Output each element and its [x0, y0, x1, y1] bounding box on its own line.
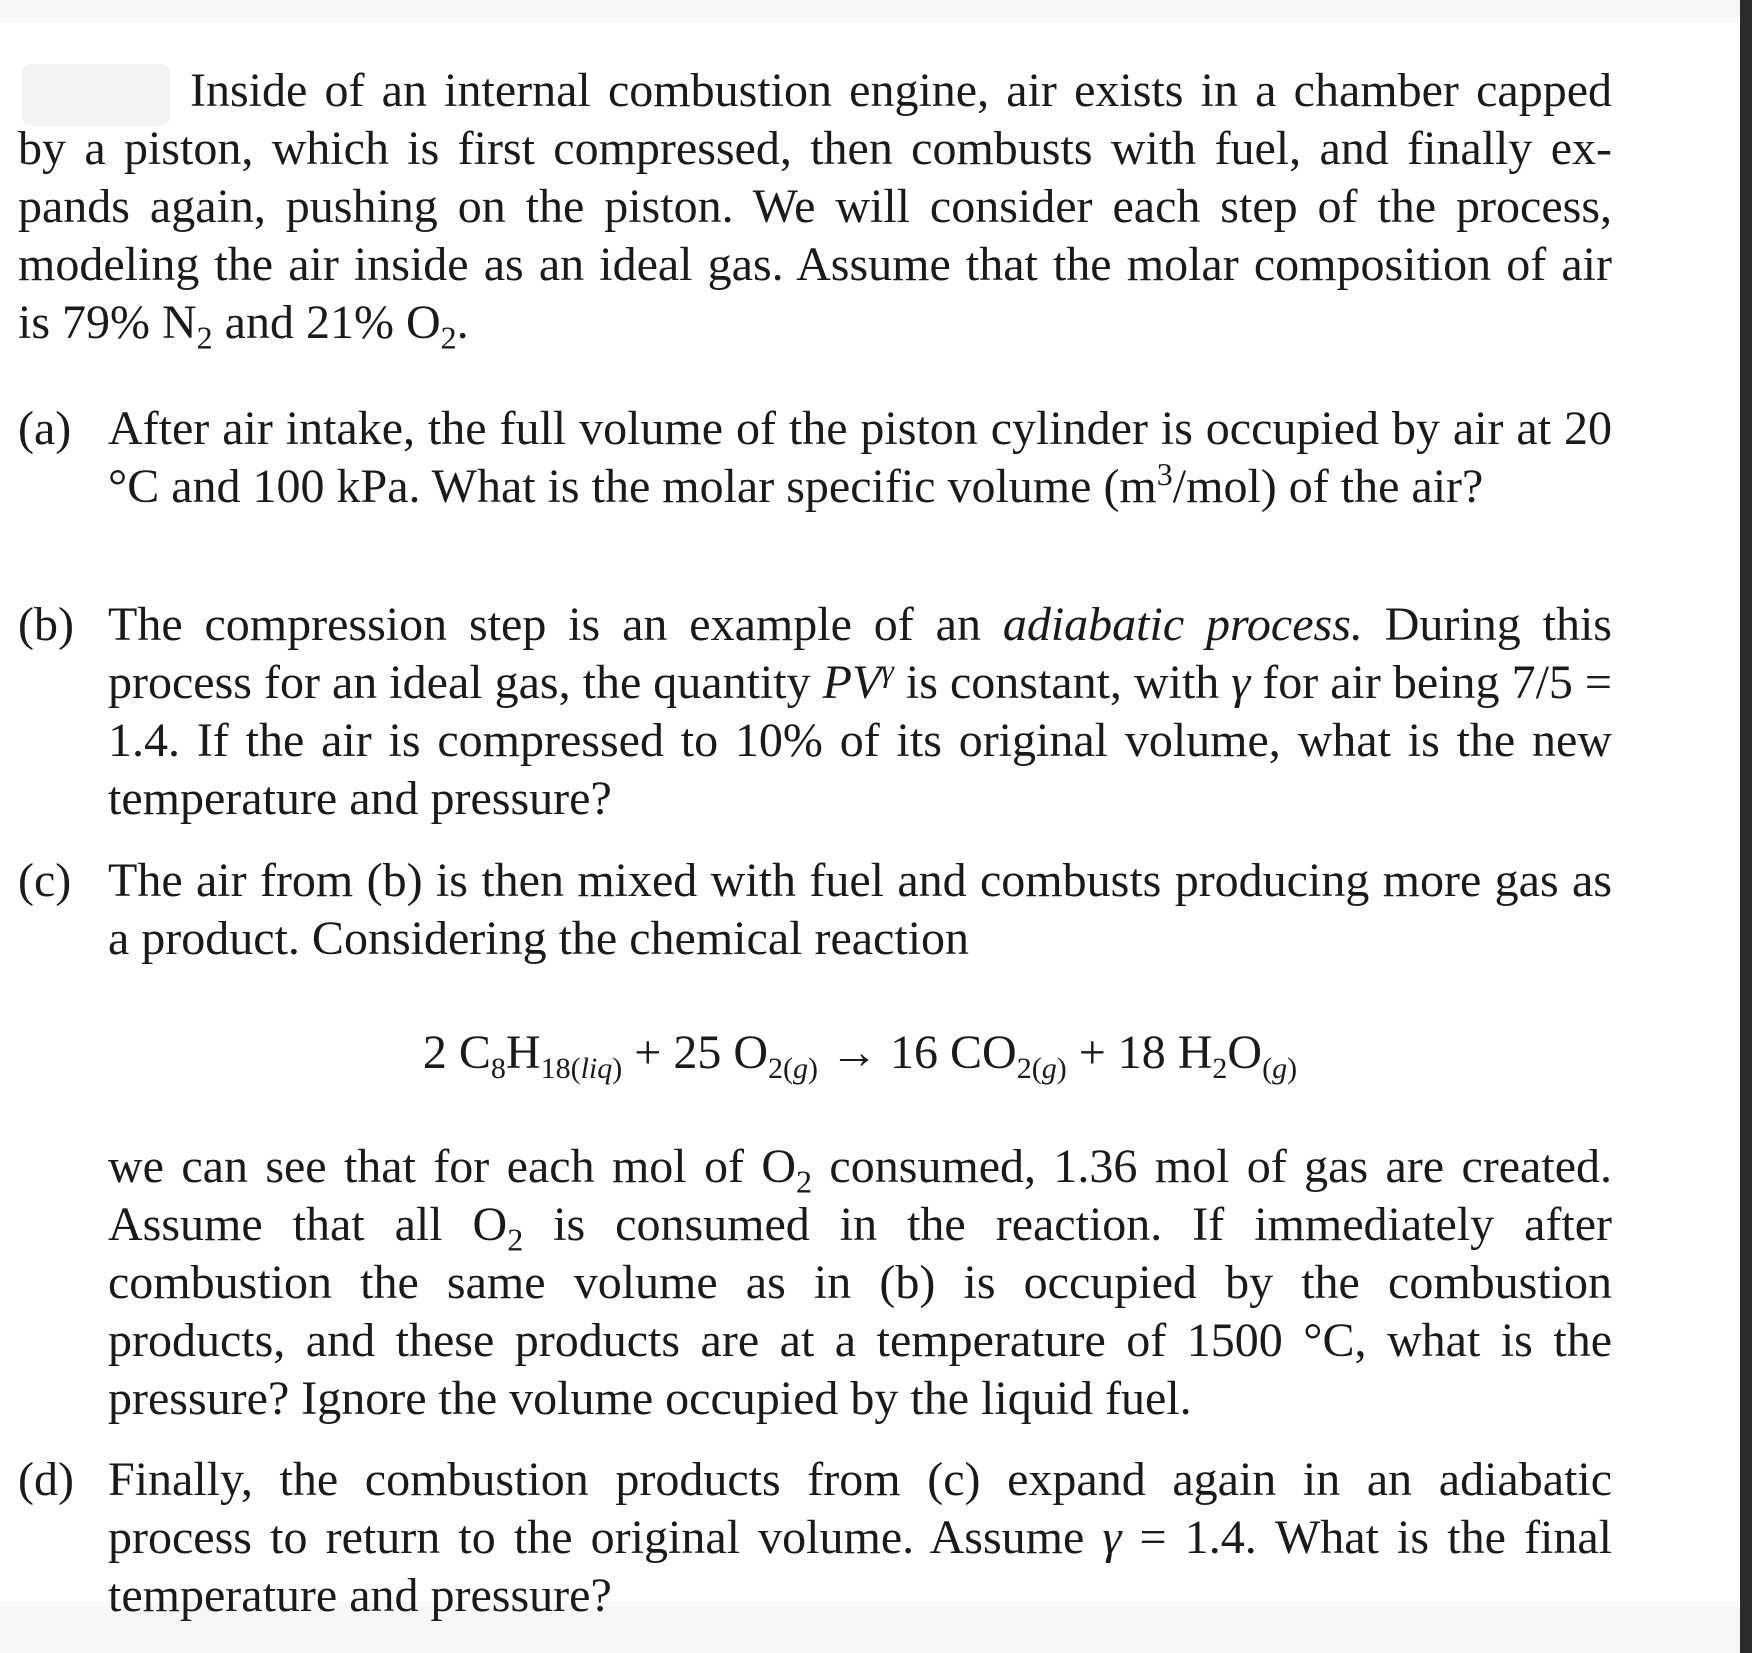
part-d-label: (d) — [18, 1453, 74, 1506]
intro-text: Inside of an internal combustion engine, air exists in a chamber capped by a piston, which is first compressed, then combusts with fuel, and finally ex-pands again, pushing on the piston. We will consider each step of the process, modeling the air inside as an ideal gas. Assume that the molar composition of air is 79% N — [18, 64, 1612, 349]
part-c-text-2: consumed, 1.36 mol of gas are created. Assume that all O — [108, 1140, 1613, 1251]
pv-formula: PV — [822, 656, 882, 709]
part-c-label: (c) — [18, 854, 72, 907]
eq-phase: liq — [580, 1052, 613, 1085]
eq-term1: 2 C — [422, 1026, 491, 1079]
adiabatic-term: adiabatic process. — [1002, 598, 1363, 651]
part-a-text-1: After air intake, the full volume of the piston cylinder is occupied by air at 20 °C and 100 kPa. What is the molar specific volume (m — [108, 402, 1612, 513]
part-b-text-4: for air being 7/5 = 1.4. If the air is compressed to 10% of its original volume, what is the new temperature and pressure? — [108, 656, 1613, 825]
eq-sub: ) — [1287, 1052, 1298, 1085]
chemical-equation — [108, 1024, 1612, 1098]
part-c-text-3: is consumed in the reaction. If immediately after combustion the same volume as in (b) is occupied by the combustion products, and these products are at a temperature of 1500 °C, what is the pressure? Ignore the volume occupied by the liquid fuel. — [108, 1198, 1613, 1425]
part-d-text — [108, 1451, 1612, 1625]
eq-term4: + 18 H — [1066, 1026, 1213, 1079]
eq-phase: g — [1041, 1052, 1057, 1085]
gamma-symbol: γ — [1102, 1511, 1122, 1564]
eq-sub: 2 — [1212, 1052, 1228, 1085]
eq-phase: g — [1272, 1052, 1288, 1085]
part-a-label: (a) — [18, 402, 72, 455]
intro-paragraph — [18, 62, 1612, 356]
part-c-text — [108, 1138, 1612, 1428]
eq-sub: ) — [1056, 1052, 1067, 1085]
window-edge — [1740, 0, 1752, 1653]
intro-text-end: . — [456, 296, 469, 349]
eq-term3: → 16 CO — [818, 1026, 1017, 1079]
document-page — [0, 22, 1740, 1622]
part-d-text-2: = 1.4. What is the final temperature and pressure? — [108, 1511, 1612, 1622]
eq-sub: ) — [612, 1052, 623, 1085]
part-c-text-1: we can see that for each mol of O — [108, 1140, 797, 1193]
eq-sub: ) — [808, 1052, 818, 1085]
n2-subscript: 2 — [196, 319, 213, 356]
eq-sub: 8 — [490, 1052, 506, 1085]
eq-o: O — [1227, 1026, 1263, 1079]
part-b-text-3: is constant, with — [893, 656, 1232, 709]
part-a-text — [108, 400, 1612, 516]
part-b-text-1: The compression step is an example of an — [108, 598, 1003, 651]
intro-text-mid: and 21% O — [212, 296, 441, 349]
eq-sub: ( — [1262, 1052, 1273, 1085]
o2-subscript: 2 — [796, 1163, 813, 1200]
cubic-superscript: 3 — [1156, 456, 1173, 492]
part-d-text-1: Finally, the combustion products from (c) expand again in an adiabatic process to return to the original volume. Assume — [108, 1453, 1612, 1564]
eq-sub: 18( — [540, 1052, 581, 1085]
part-b-label: (b) — [18, 598, 74, 651]
eq-term2: + 25 O — [622, 1026, 768, 1079]
part-a-text-2: /mol) of the air? — [1172, 460, 1484, 513]
o2-subscript: 2 — [507, 1221, 524, 1258]
part-c-intro: The air from (b) is then mixed with fuel and combusts producing more gas as a product. Considering the chemical reaction — [108, 854, 1612, 965]
eq-sub: 2( — [1016, 1052, 1042, 1085]
eq-h: H — [505, 1026, 541, 1079]
o2-subscript: 2 — [440, 319, 457, 356]
gamma-symbol: γ — [1231, 656, 1251, 709]
part-b-text — [108, 596, 1612, 828]
part-b-text-2: During this process for an ideal gas, the quantity — [108, 598, 1612, 709]
gamma-exponent: γ — [881, 652, 894, 688]
eq-phase: g — [793, 1052, 808, 1085]
eq-sub: 2( — [768, 1052, 793, 1085]
